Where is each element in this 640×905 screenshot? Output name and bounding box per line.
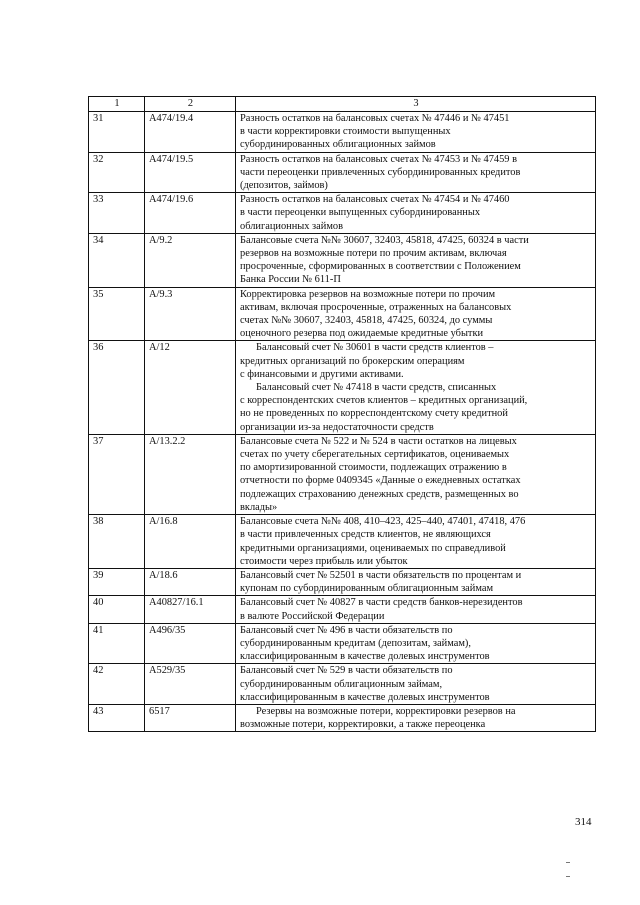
description-line: части переоценки привлеченных субординированных кредитов — [240, 166, 521, 178]
row-number-cell: 39 — [89, 568, 145, 595]
description-line: Балансовый счет № 40827 в части средств банков-нерезидентов — [240, 597, 523, 609]
description-line: подлежащих страхованию денежных средств, размещенных во — [240, 488, 519, 500]
description-line: купонам по субординированным облигационным займам — [240, 583, 494, 595]
row-description-cell — [236, 287, 596, 341]
row-code-cell: A40827/16.1 — [145, 596, 236, 623]
description-line: классифицированным в качестве долевых инструментов — [240, 691, 490, 703]
description-line: Балансовый счет № 529 в части обязательств по — [240, 665, 453, 677]
table-row — [89, 664, 596, 705]
description-line: вклады» — [240, 501, 278, 513]
description-line: по амортизированной стоимости, подлежащих отражению в — [240, 462, 507, 474]
description-line: Балансовый счет № 52501 в части обязательств по процентам и — [240, 569, 522, 581]
table-row — [89, 515, 596, 569]
scan-mark — [566, 876, 570, 877]
description-line: оценочного резерва под ожидаемые кредитные убытки — [240, 328, 484, 340]
row-description-cell — [236, 341, 596, 434]
table-row — [89, 112, 596, 153]
description-line: в валюте Российской Федерации — [240, 610, 385, 622]
row-description-cell — [236, 623, 596, 664]
row-number-cell: 37 — [89, 434, 145, 514]
header-col-3: 3 — [236, 97, 596, 112]
table-row — [89, 568, 596, 595]
row-description-cell — [236, 704, 596, 731]
scan-mark — [566, 862, 570, 863]
description-line: облигационных займов — [240, 220, 344, 232]
description-line: с финансовыми и другими активами. — [240, 368, 404, 380]
accounts-table — [88, 96, 596, 732]
description-line: но не проведенных по корреспондентскому счету кредитной — [240, 408, 508, 420]
row-description-cell — [236, 112, 596, 153]
row-code-cell: A474/19.4 — [145, 112, 236, 153]
table-body — [89, 97, 596, 732]
table-row — [89, 434, 596, 514]
description-line: субординированным облигационным займам, — [240, 678, 443, 690]
table-row — [89, 152, 596, 193]
row-number-cell: 42 — [89, 664, 145, 705]
row-code-cell: A/13.2.2 — [145, 434, 236, 514]
row-number-cell: 43 — [89, 704, 145, 731]
description-line: в части корректировки стоимости выпущенных — [240, 126, 451, 138]
description-line: Банка России № 611-П — [240, 274, 341, 286]
description-line: активам, включая просроченные, отраженных на балансовых — [240, 301, 512, 313]
description-line: (депозитов, займов) — [240, 180, 328, 192]
description-line: кредитных организаций по брокерским операциям — [240, 355, 465, 367]
description-line: кредитными организациями, оцениваемых по справедливой — [240, 542, 506, 554]
description-line: Разность остатков на балансовых счетах № 47453 и № 47459 в — [240, 153, 517, 165]
description-line: в части переоценки выпущенных субординированных — [240, 207, 481, 219]
row-description-cell — [236, 568, 596, 595]
header-col-2: 2 — [145, 97, 236, 112]
table-header-row — [89, 97, 596, 112]
description-line: классифицированным в качестве долевых инструментов — [240, 651, 490, 663]
description-line: Балансовые счета №№ 30607, 32403, 45818, 47425, 60324 в части — [240, 234, 529, 246]
row-code-cell: A/12 — [145, 341, 236, 434]
row-description-cell — [236, 152, 596, 193]
row-code-cell: A474/19.5 — [145, 152, 236, 193]
row-code-cell: A/18.6 — [145, 568, 236, 595]
row-number-cell: 32 — [89, 152, 145, 193]
row-description-cell — [236, 233, 596, 287]
row-number-cell: 38 — [89, 515, 145, 569]
header-col-1: 1 — [89, 97, 145, 112]
description-line: Корректировка резервов на возможные потери по прочим — [240, 288, 496, 300]
row-code-cell: A529/35 — [145, 664, 236, 705]
description-line: организации из-за недостаточности средств — [240, 421, 434, 433]
description-line: Балансовый счет № 496 в части обязательств по — [240, 624, 453, 636]
row-number-cell: 41 — [89, 623, 145, 664]
row-description-cell — [236, 664, 596, 705]
description-line: субординированных облигационных займов — [240, 139, 436, 151]
description-line: возможные потери, корректировки, а также переоценка — [240, 719, 486, 731]
row-number-cell: 36 — [89, 341, 145, 434]
page-number: 314 — [575, 816, 592, 828]
row-code-cell: 6517 — [145, 704, 236, 731]
description-line: просроченные, сформированных в соответствии с Положением — [240, 261, 521, 273]
row-number-cell: 35 — [89, 287, 145, 341]
description-line: субординированным кредитам (депозитам, займам), — [240, 637, 471, 649]
description-line: Балансовый счет № 47418 в части средств, списанных — [256, 382, 497, 394]
row-code-cell: A/9.3 — [145, 287, 236, 341]
description-line: Балансовые счета №№ 408, 410–423, 425–440, 47401, 47418, 476 — [240, 516, 526, 528]
row-number-cell: 31 — [89, 112, 145, 153]
description-line: отчетности по форме 0409345 «Данные о ежедневных остатках — [240, 475, 521, 487]
description-line: счетах №№ 30607, 32403, 45818, 47425, 60324, до суммы — [240, 315, 493, 327]
row-code-cell: A474/19.6 — [145, 193, 236, 234]
row-code-cell: A/16.8 — [145, 515, 236, 569]
description-line: Балансовый счет № 30601 в части средств клиентов – — [256, 342, 494, 354]
row-description-cell — [236, 515, 596, 569]
description-line: Резервы на возможные потери, корректировки резервов на — [256, 705, 516, 717]
description-line: в части привлеченных средств клиентов, не являющихся — [240, 529, 491, 541]
description-line: резервов на возможные потери по прочим активам, включая — [240, 248, 507, 260]
row-description-cell — [236, 434, 596, 514]
row-number-cell: 34 — [89, 233, 145, 287]
description-line: с корреспондентских счетов клиентов – кредитных организаций, — [240, 395, 528, 407]
table-row — [89, 287, 596, 341]
table-row — [89, 233, 596, 287]
row-number-cell: 40 — [89, 596, 145, 623]
description-line: Разность остатков на балансовых счетах № 47454 и № 47460 — [240, 194, 510, 206]
table-row — [89, 623, 596, 664]
row-number-cell: 33 — [89, 193, 145, 234]
row-code-cell: A/9.2 — [145, 233, 236, 287]
description-line: Разность остатков на балансовых счетах № 47446 и № 47451 — [240, 113, 510, 124]
row-code-cell: A496/35 — [145, 623, 236, 664]
row-description-cell — [236, 596, 596, 623]
description-line: стоимости через прибыль или убыток — [240, 555, 408, 567]
table-row — [89, 341, 596, 434]
description-line: Балансовые счета № 522 и № 524 в части остатков на лицевых — [240, 435, 517, 447]
row-description-cell — [236, 193, 596, 234]
table-row — [89, 704, 596, 731]
table-row — [89, 193, 596, 234]
table-row — [89, 596, 596, 623]
description-line: счетах по учету сберегательных сертификатов, оцениваемых — [240, 449, 510, 461]
